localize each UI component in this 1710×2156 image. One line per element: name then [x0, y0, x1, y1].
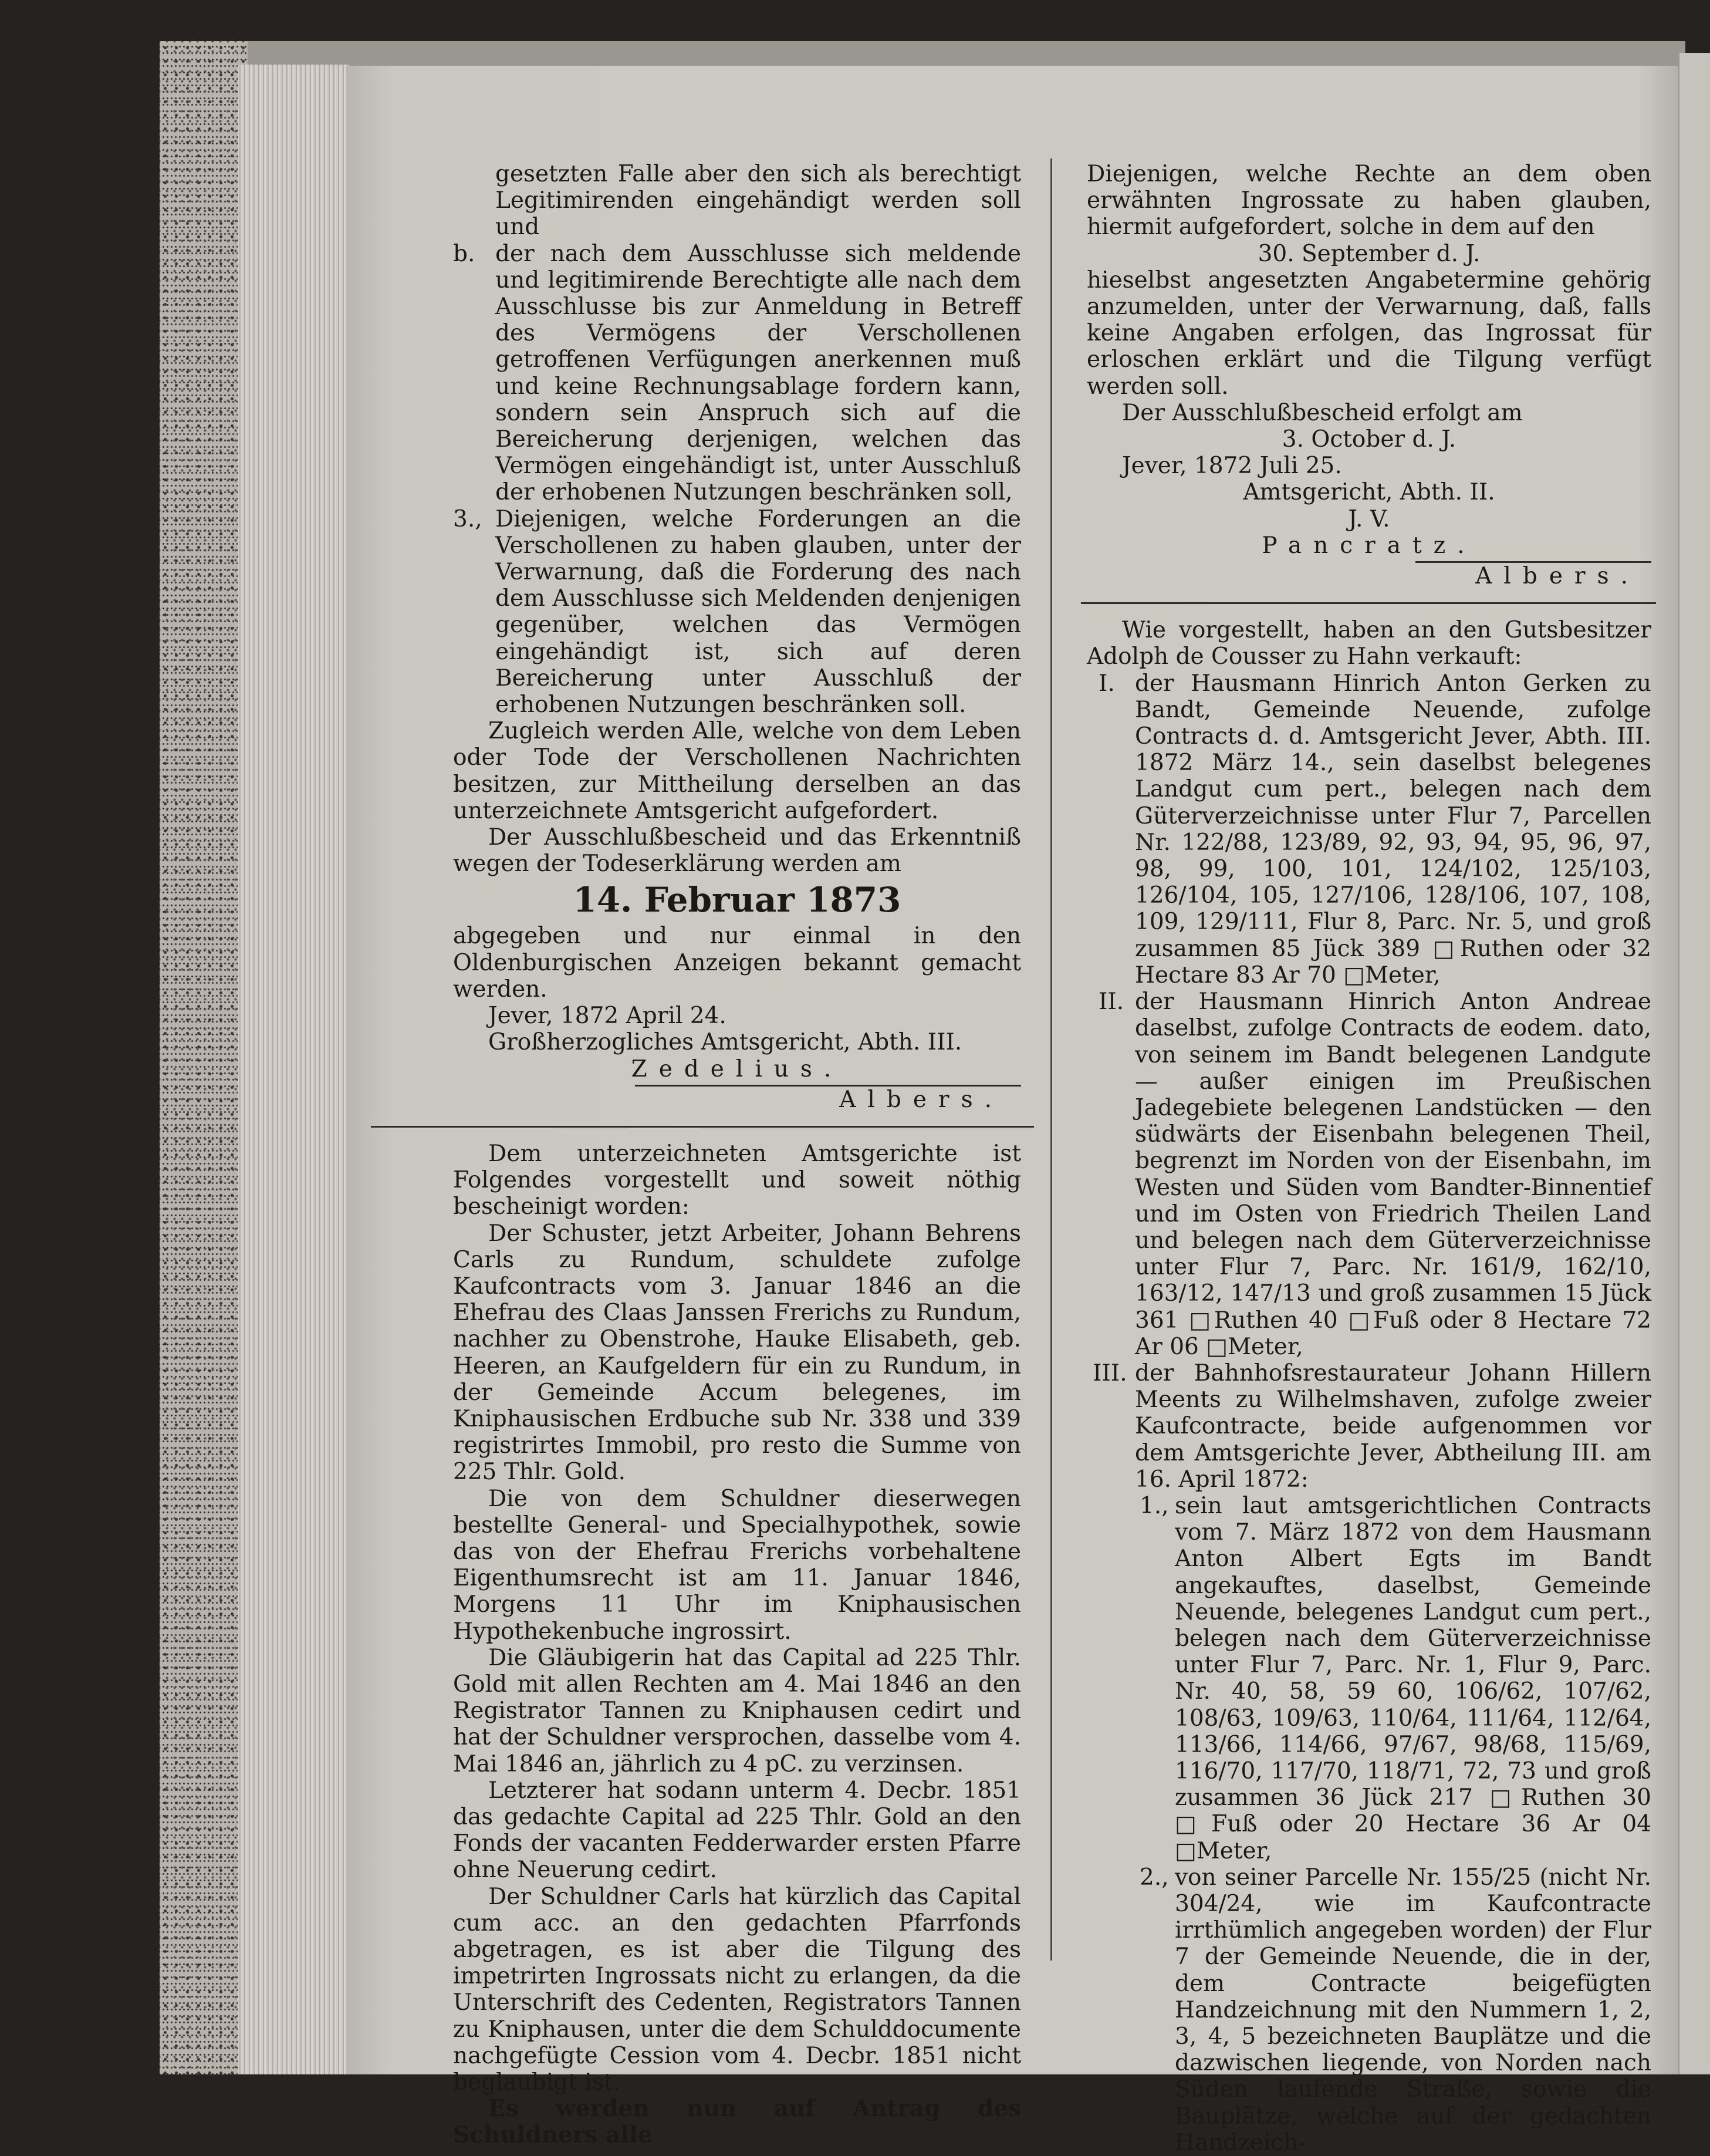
sale-subitem-2-text: von seiner Parcelle Nr. 155/25 (nicht Nr. 304/24, wie im Kaufcontracte irrthümlich angegeben worden) der Flur 7 der Gemeinde Neuende, die in der, dem Contracte beigefügten Handzeichnung mit den Nummern 1, 2, 3, 4, 5 bezeichneten Bauplätze und die dazwischen liegende, von Norden nach Süden laufende Straße, sowie die Bauplätze, welche auf der gedachten Handzeich- — [1175, 1864, 1651, 2156]
sale-item-I-marker: I. — [1099, 670, 1115, 697]
right-iv: J. V. — [1348, 505, 1390, 532]
sale-item-II-text: der Hausmann Hinrich Anton Andreae daselbst, zufolge Contracts de eodem. dato, von seinem im Bandt belegenen Landgute — außer einigen im Preußischen Jadegebiete belegenen Landstücken — den südwärts der Eisenbahn belegenen Theil, begrenzt im Norden von der Eisenbahn, im Westen und Süden vom Bandter-Binnentief und im Osten von Friedrich Theilen Land und belegen nach dem Güterverzeichnisse unter Flur 7, Parc. Nr. 161/9, 162/10, 163/12, 147/13 und groß zusammen 15 Jück 361 □Ruthen 40 □Fuß oder 8 Hectare 72 Ar 06 □Meter, — [1135, 988, 1651, 1360]
right-column — [1087, 161, 1651, 2156]
hearing-date: 14. Februar 1873 — [573, 880, 901, 920]
notice2-schuldner: Der Schuldner Carls hat kürzlich das Capital cum acc. an den gedachten Pfarrfonds abgetragen, es ist aber die Tilgung des impetrirten Ingrossats nicht zu erlangen, da die Unterschrift des Cedenten, Registrators Tannen zu Kniphausen, unter die dem Schulddocumente nachgefügte Cession vom 4. Decbr. 1851 nicht beglaubigt ist. — [453, 1883, 1021, 2096]
clause-b-marker: b. — [453, 240, 475, 267]
right-court: Amtsgericht, Abth. II. — [1243, 479, 1495, 506]
speckled-page-edge — [160, 41, 248, 2074]
place-date: Jever, 1872 April 24. — [488, 1003, 726, 1030]
sale-subitem-2 — [1087, 1864, 1651, 2156]
left-column — [453, 161, 1021, 2149]
judge-signature: Zedelius. — [631, 1055, 843, 1082]
sale-item-III-text: der Bahnhofsrestaurateur Johann Hillern Meents zu Wilhelmshaven, zufolge zweier Kaufcontracte, beide aufgenommen vor dem Amtsgerichte Jever, Abtheilung III. am 16. April 1872: — [1135, 1359, 1651, 1493]
clause-b-text: der nach dem Ausschlusse sich meldende und legitimirende Berechtigte alle nach dem Ausschlusse bis zur Anmeldung in Betreff des Vermögens der Verschollenen getroffenen Verfügungen anerkennen muß und keine Rechnungsablage fordern kann, sondern sein Anspruch sich auf die Bereicherung derjenigen, welchen das Vermögen eingehändigt ist, unter Ausschluß der erhobenen Nutzungen beschränken soll, — [495, 240, 1021, 506]
notice2-antrag: Es werden nun auf Antrag des Schuldners alle — [453, 2095, 1021, 2149]
right-decision-date: 3. October d. J. — [1282, 426, 1456, 453]
sale-subitem-1-text: sein laut amtsgerichtlichen Contracts vom 7. März 1872 von dem Hausmann Anton Albert Egts im Bandt angekauftes, daselbst, Gemeinde Neuende, belegenes Landgut cum pert., belegen nach dem Güterverzeichnisse unter Flur 7, Parc. Nr. 1, Flur 9, Parc. Nr. 40, 58, 59 60, 106/62, 107/62, 108/63, 109/63, 110/64, 111/64, 112/64, 113/66, 114/66, 97/67, 98/68, 115/69, 116/70, 117/70, 118/71, 72, 73 und groß zusammen 36 Jück 217 □Ruthen 30 □Fuß oder 20 Hectare 36 Ar 04 □Meter, — [1175, 1492, 1651, 1864]
sale-subitem-2-marker: 2., — [1140, 1864, 1169, 1891]
page-stack — [238, 65, 349, 2074]
right-judge-signature: Pancratz. — [1262, 532, 1476, 559]
notice-separator — [371, 1126, 1034, 1128]
paragraph-abgegeben: abgegeben und nur einmal in den Oldenburgischen Anzeigen bekannt gemacht werden. — [453, 923, 1021, 1003]
continued-clause-a: gesetzten Falle aber den sich als berechtigt Legitimirenden eingehändigt werden soll und — [495, 161, 1021, 241]
sale-intro: Wie vorgestellt, haben an den Gutsbesitzer Adolph de Cousser zu Hahn verkauft: — [1087, 617, 1651, 670]
notice2-schuster: Der Schuster, jetzt Arbeiter, Johann Behrens Carls zu Rundum, schuldete zufolge Kaufcontracts vom 3. Januar 1846 an die Ehefrau des Claas Janssen Frerichs zu Rundum, nachher zu Obenstrohe, Hauke Elisabeth, geb. Heeren, an Kaufgeldern für ein zu Rundum, in der Gemeinde Accum belegenes, im Kniphausischen Erdbuche sub Nr. 338 und 339 registrirtes Immobil, pro resto die Summe von 225 Thlr. Gold. — [453, 1220, 1021, 1486]
right-place-date: Jever, 1872 Juli 25. — [1122, 453, 1342, 480]
notice2-glaeubigerin: Die Gläubigerin hat das Capital ad 225 Thlr. Gold mit allen Rechten am 4. Mai 1846 an den Registrator Tannen zu Kniphausen cedirt und hat der Schuldner versprochen, dasselbe vom 4. Mai 1846 an, jährlich zu 4 pC. zu verzinsen. — [453, 1644, 1021, 1777]
column-divider — [1050, 158, 1052, 1961]
sale-item-II-marker: II. — [1099, 988, 1124, 1015]
notice2-intro: Dem unterzeichneten Amtsgerichte ist Folgendes vorgestellt und soweit nöthig bescheinigt worden: — [453, 1140, 1021, 1220]
notice2-letzterer: Letzterer hat sodann unterm 4. Decbr. 1851 das gedachte Capital ad 225 Thlr. Gold an den Fonds der vacanten Fedderwarder ersten Pfarre ohne Neuerung cedirt. — [453, 1777, 1021, 1884]
right-ausschluss: Der Ausschlußbescheid erfolgt am — [1122, 399, 1523, 426]
clause-3-marker: 3., — [453, 505, 482, 532]
clause-3-text: Diejenigen, welche Forderungen an die Verschollenen zu haben glauben, unter der Verwarnung, daß die Forderung des nach dem Ausschlusse sich Meldenden denjenigen gegenüber, welchen das Vermögen eingehändigt ist, sich auf deren Bereicherung unter Ausschluß der erhobenen Nutzungen beschränken soll. — [495, 505, 1021, 718]
notice2-hypothek: Die von dem Schuldner dieserwegen bestellte General- und Specialhypothek, sowie das von der Ehefrau Frerichs vorbehaltene Eigenthumsrecht ist am 11. Januar 1846, Morgens 11 Uhr im Kniphausischen Hypothekenbuche ingrossirt. — [453, 1485, 1021, 1645]
sale-item-I-text: der Hausmann Hinrich Anton Gerken zu Bandt, Gemeinde Neuende, zufolge Contracts d. d. Amtsgericht Jever, Abth. III. 1872 März 14., sein daselbst belegenes Landgut cum pert., belegen nach dem Güterverzeichnisse unter Flur 7, Parcellen Nr. 122/88, 123/89, 92, 93, 94, 95, 96, 97, 98, 99, 100, 101, 124/102, 125/103, 126/104, 105, 127/106, 128/106, 107, 108, 109, 129/111, Flur 8, Parc. Nr. 5, und groß zusammen 85 Jück 389 □Ruthen oder 32 Hectare 83 Ar 70 □Meter, — [1135, 670, 1651, 988]
clause-b — [453, 241, 1021, 506]
paragraph-zugleich: Zugleich werden Alle, welche von dem Leben oder Tode der Verschollenen Nachrichten besitzen, zur Mittheilung derselben an das unterzeichnete Amtsgericht aufgefordert. — [453, 718, 1021, 824]
sale-item-III — [1087, 1360, 1651, 1493]
right-term-date: 30. September d. J. — [1258, 240, 1481, 267]
right-intro: Diejenigen, welche Rechte an dem oben erwähnten Ingrossate zu haben glauben, hiermit aufgefordert, solche in dem auf den — [1087, 161, 1651, 241]
right-notice-separator — [1081, 602, 1656, 604]
right-warning: hieselbst angesetzten Angabetermine gehörig anzumelden, unter der Verwarnung, daß, falls keine Angaben erfolgen, das Ingrossat für erloschen erklärt und die Tilgung verfügt werden soll. — [1087, 266, 1651, 400]
sale-item-II — [1087, 988, 1651, 1360]
paragraph-ausschluss: Der Ausschlußbescheid und das Erkenntniß wegen der Todeserklärung werden am — [453, 824, 1021, 878]
sale-item-III-marker: III. — [1093, 1359, 1127, 1386]
clerk-signature: Albers. — [839, 1086, 1003, 1113]
right-clerk-signature: Albers. — [1475, 563, 1640, 590]
sale-item-I — [1087, 670, 1651, 988]
court-name: Großherzogliches Amtsgericht, Abth. III. — [488, 1029, 962, 1056]
next-page-edge — [1679, 53, 1710, 2074]
clause-3 — [453, 506, 1021, 718]
sale-subitem-1-marker: 1., — [1140, 1492, 1169, 1519]
sale-subitem-1 — [1087, 1493, 1651, 1864]
